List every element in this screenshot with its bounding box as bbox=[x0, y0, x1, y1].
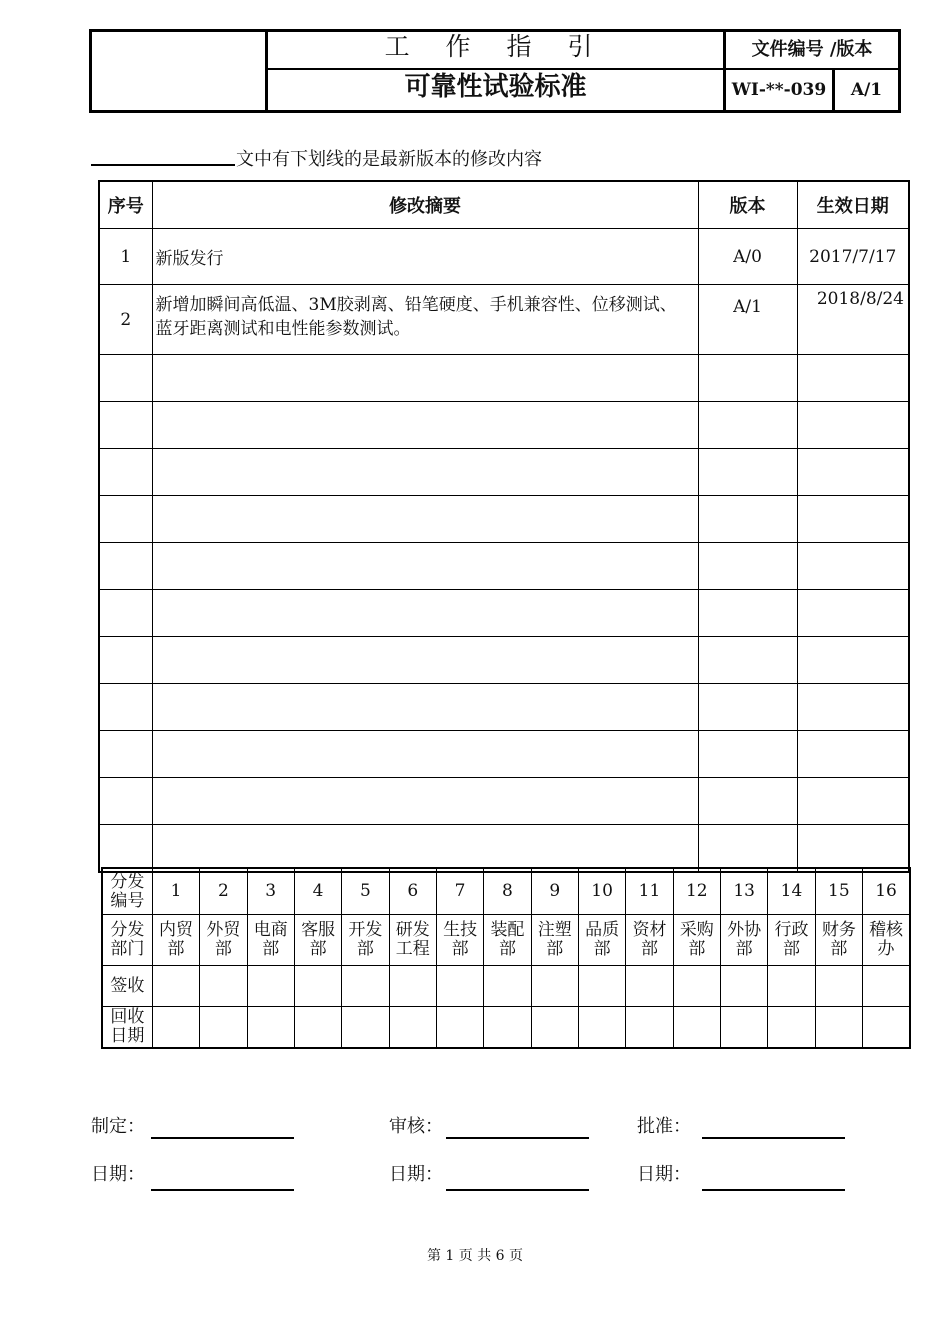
approved-by-line[interactable] bbox=[702, 1137, 845, 1139]
page-footer: 第 1 页 共 6 页 bbox=[426, 1248, 524, 1264]
return-date-cell[interactable] bbox=[200, 1007, 247, 1049]
sign-cell[interactable] bbox=[342, 966, 389, 1007]
return-date-cell[interactable] bbox=[578, 1007, 625, 1049]
file-version: A/1 bbox=[850, 80, 883, 100]
distribution-number-row bbox=[102, 868, 910, 915]
col-header-summary: 修改摘要 bbox=[152, 181, 698, 229]
table-row bbox=[99, 637, 909, 684]
distribution-department: 开发部 bbox=[342, 915, 389, 966]
table-row bbox=[99, 684, 909, 731]
row-label: 分发编号 bbox=[102, 868, 152, 915]
row-label: 回收日期 bbox=[102, 1007, 152, 1049]
row-label: 分发部门 bbox=[102, 915, 152, 966]
date-label: 日期： bbox=[389, 1164, 443, 1185]
distribution-dept-row bbox=[102, 915, 910, 966]
table-row bbox=[99, 229, 909, 285]
table-row bbox=[99, 449, 909, 496]
distribution-department: 采购部 bbox=[673, 915, 720, 966]
sign-cell[interactable] bbox=[152, 966, 199, 1007]
return-date-cell[interactable] bbox=[863, 1007, 910, 1049]
distribution-number: 4 bbox=[294, 868, 341, 915]
distribution-department: 客服部 bbox=[294, 915, 341, 966]
doc-title: 可靠性试验标准 bbox=[404, 72, 587, 102]
doc-type: 工 作 指 引 bbox=[268, 32, 723, 70]
sign-cell[interactable] bbox=[294, 966, 341, 1007]
sign-cell[interactable] bbox=[531, 966, 578, 1007]
row-date: 2017/7/17 bbox=[797, 229, 909, 285]
distribution-department: 电商部 bbox=[247, 915, 294, 966]
distribution-department: 生技部 bbox=[436, 915, 483, 966]
sign-cell[interactable] bbox=[578, 966, 625, 1007]
sign-cell[interactable] bbox=[768, 966, 815, 1007]
reviewed-by-line[interactable] bbox=[446, 1137, 589, 1139]
return-date-cell[interactable] bbox=[389, 1007, 436, 1049]
revision-header-row bbox=[99, 181, 909, 229]
row-summary: 新增加瞬间高低温、3M胶剥离、铅笔硬度、手机兼容性、位移测试、蓝牙距离测试和电性能参数测试。 bbox=[152, 285, 698, 355]
table-row bbox=[99, 731, 909, 778]
return-date-cell[interactable] bbox=[720, 1007, 767, 1049]
distribution-number: 11 bbox=[626, 868, 673, 915]
row-version: A/1 bbox=[698, 285, 797, 355]
return-date-cell[interactable] bbox=[294, 1007, 341, 1049]
return-date-cell[interactable] bbox=[152, 1007, 199, 1049]
distribution-number: 13 bbox=[720, 868, 767, 915]
sign-cell[interactable] bbox=[673, 966, 720, 1007]
distribution-number: 14 bbox=[768, 868, 815, 915]
approved-by-label: 批准： bbox=[637, 1116, 691, 1137]
underline-sample bbox=[91, 164, 235, 166]
distribution-department: 外协部 bbox=[720, 915, 767, 966]
date-line[interactable] bbox=[446, 1189, 589, 1191]
document-header bbox=[89, 29, 901, 113]
distribution-sign-row bbox=[102, 966, 910, 1007]
distribution-number: 2 bbox=[200, 868, 247, 915]
distribution-number: 10 bbox=[578, 868, 625, 915]
distribution-department: 品质部 bbox=[578, 915, 625, 966]
row-date: 2018/8/24 bbox=[797, 285, 909, 355]
distribution-department: 内贸部 bbox=[152, 915, 199, 966]
return-date-cell[interactable] bbox=[342, 1007, 389, 1049]
sign-cell[interactable] bbox=[200, 966, 247, 1007]
revision-note: 文中有下划线的是最新版本的修改内容 bbox=[236, 149, 542, 170]
distribution-number: 8 bbox=[484, 868, 531, 915]
distribution-number: 6 bbox=[389, 868, 436, 915]
distribution-number: 5 bbox=[342, 868, 389, 915]
row-label: 签收 bbox=[102, 966, 152, 1007]
return-date-cell[interactable] bbox=[531, 1007, 578, 1049]
table-row bbox=[99, 355, 909, 402]
date-label: 日期： bbox=[91, 1164, 145, 1185]
sign-cell[interactable] bbox=[863, 966, 910, 1007]
distribution-department: 财务部 bbox=[815, 915, 862, 966]
return-date-cell[interactable] bbox=[436, 1007, 483, 1049]
row-summary: 新版发行 bbox=[152, 229, 698, 285]
date-line[interactable] bbox=[151, 1189, 294, 1191]
distribution-department: 行政部 bbox=[768, 915, 815, 966]
sign-cell[interactable] bbox=[720, 966, 767, 1007]
distribution-department: 外贸部 bbox=[200, 915, 247, 966]
distribution-department: 资材部 bbox=[626, 915, 673, 966]
return-date-cell[interactable] bbox=[247, 1007, 294, 1049]
table-row bbox=[99, 543, 909, 590]
file-no-label: 文件编号 /版本 bbox=[726, 32, 898, 70]
sign-cell[interactable] bbox=[626, 966, 673, 1007]
row-no: 2 bbox=[99, 285, 152, 355]
revision-table bbox=[98, 180, 910, 873]
table-row bbox=[99, 496, 909, 543]
return-date-cell[interactable] bbox=[815, 1007, 862, 1049]
made-by-line[interactable] bbox=[151, 1137, 294, 1139]
made-by-label: 制定： bbox=[91, 1116, 145, 1137]
row-version: A/0 bbox=[698, 229, 797, 285]
table-row bbox=[99, 402, 909, 449]
sign-cell[interactable] bbox=[484, 966, 531, 1007]
return-date-cell[interactable] bbox=[673, 1007, 720, 1049]
col-header-version: 版本 bbox=[698, 181, 797, 229]
col-header-no: 序号 bbox=[99, 181, 152, 229]
date-label: 日期： bbox=[637, 1164, 691, 1185]
distribution-number: 16 bbox=[863, 868, 910, 915]
reviewed-by-label: 审核： bbox=[389, 1116, 443, 1137]
distribution-number: 15 bbox=[815, 868, 862, 915]
distribution-number: 3 bbox=[247, 868, 294, 915]
table-row bbox=[99, 778, 909, 825]
return-date-cell[interactable] bbox=[626, 1007, 673, 1049]
table-row bbox=[99, 285, 909, 355]
sign-cell[interactable] bbox=[815, 966, 862, 1007]
sign-cell[interactable] bbox=[436, 966, 483, 1007]
file-code: WI-**-039 bbox=[726, 70, 835, 110]
distribution-number: 9 bbox=[531, 868, 578, 915]
date-line[interactable] bbox=[702, 1189, 845, 1191]
distribution-number: 7 bbox=[436, 868, 483, 915]
distribution-department: 研发工程 bbox=[389, 915, 436, 966]
return-date-cell[interactable] bbox=[484, 1007, 531, 1049]
distribution-number: 12 bbox=[673, 868, 720, 915]
return-date-cell[interactable] bbox=[768, 1007, 815, 1049]
distribution-table bbox=[101, 867, 911, 1049]
distribution-department: 装配部 bbox=[484, 915, 531, 966]
distribution-department: 注塑部 bbox=[531, 915, 578, 966]
sign-cell[interactable] bbox=[389, 966, 436, 1007]
row-no: 1 bbox=[99, 229, 152, 285]
col-header-date: 生效日期 bbox=[797, 181, 909, 229]
distribution-department: 稽核办 bbox=[863, 915, 910, 966]
distribution-number: 1 bbox=[152, 868, 199, 915]
sign-cell[interactable] bbox=[247, 966, 294, 1007]
distribution-return-row bbox=[102, 1007, 910, 1049]
logo-area bbox=[92, 32, 268, 110]
table-row bbox=[99, 825, 909, 873]
table-row bbox=[99, 590, 909, 637]
